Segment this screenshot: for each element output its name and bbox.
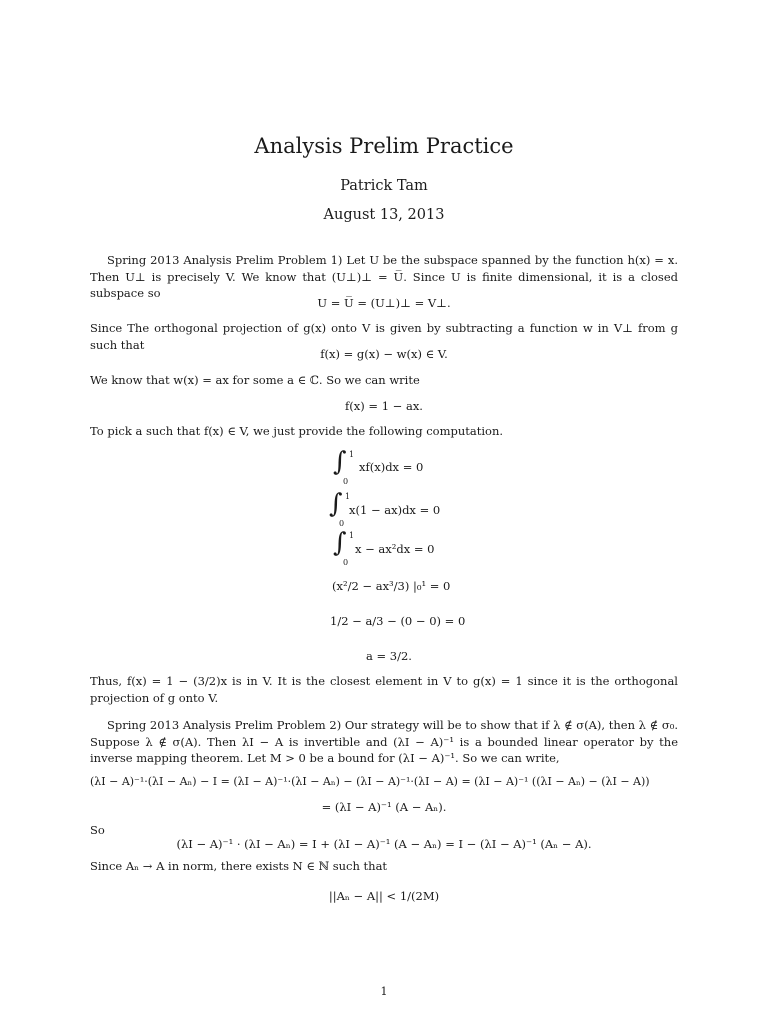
integral-sign: ∫ [333,528,347,558]
paper-author: Patrick Tam [340,178,428,194]
integral-lower-limit: 0 [339,519,345,528]
equation-resolvent-identity: (λI − A)⁻¹·(λI − Aₙ) − I = (λI − A)⁻¹·(λI − Aₙ) − (λI − A)⁻¹·(λI − A) = (λI − A)⁻¹ ((λI − Aₙ) − (λI − A)) [90,775,650,788]
integral-upper-limit: 1 [345,492,351,501]
paragraph-problem-2: Spring 2013 Analysis Prelim Problem 2) Our strategy will be to show that if λ ∉ σ(A), then λ ∉ σ₀. Suppose λ ∉ σ(A). Then λI − A is invertible and (λI − A)⁻¹ is a bounded linear operator by the inverse mapping theorem. Let M > 0 be a bound for (λI − A)⁻¹. So we can write, [90,718,678,765]
integral-expression: x(1 − ax)dx = 0 [349,503,441,517]
paper-title: Analysis Prelim Practice [254,134,514,158]
integral-expression: xf(x)dx = 0 [359,460,424,474]
paragraph-problem-1: Spring 2013 Analysis Prelim Problem 1) Let U be the subspace spanned by the function h(x) = x. Then U⊥ is precisely V. We know that (U⊥)⊥ = U̅. Since U is finite dimensional, it is a closed subspace so [90,253,678,300]
paragraph-computation-intro: To pick a such that f(x) ∈ V, we just provide the following computation. [90,424,504,438]
equation-closed-subspace: U = U̅ = (U⊥)⊥ = V⊥. [317,296,451,310]
integral-upper-limit: 1 [349,450,355,459]
paragraph-w-form: We know that w(x) = ax for some a ∈ ℂ. So we can write [90,373,420,387]
equation-evaluation: 1/2 − a/3 − (0 − 0) = 0 [330,614,466,628]
paragraph-conclusion-1: Thus, f(x) = 1 − (3/2)x is in V. It is the closest element in V to g(x) = 1 since it is the orthogonal projection of g onto V. [90,674,678,705]
equation-resolvent-result: = (λI − A)⁻¹ (A − Aₙ). [321,800,447,814]
integral-lower-limit: 0 [343,558,349,567]
equation-a-value: a = 3/2. [366,649,412,663]
paragraph-norm-convergence: Since Aₙ → A in norm, there exists N ∈ ℕ such that [90,859,388,873]
equation-product-identity: (λI − A)⁻¹ · (λI − Aₙ) = I + (λI − A)⁻¹ (A − Aₙ) = I − (λI − A)⁻¹ (Aₙ − A). [176,837,592,851]
paragraph-projection: Since The orthogonal projection of g(x) onto V is given by subtracting a function w in V⊥ from g such that [90,321,678,352]
paper-date: August 13, 2013 [323,207,445,223]
equation-norm-bound: ||Aₙ − A|| < 1/(2M) [328,889,440,903]
equation-f-form: f(x) = 1 − ax. [345,399,423,413]
equation-f-definition: f(x) = g(x) − w(x) ∈ V. [320,347,448,361]
paragraph-so: So [90,823,105,837]
page-number: 1 [380,985,388,998]
integral-sign: ∫ [333,447,347,477]
integral-upper-limit: 1 [349,531,355,540]
integral-sign: ∫ [329,489,343,519]
equation-antiderivative: (x²/2 − ax³/3) |₀¹ = 0 [332,579,451,593]
integral-expression: x − ax²dx = 0 [355,542,435,556]
integral-lower-limit: 0 [343,477,349,486]
